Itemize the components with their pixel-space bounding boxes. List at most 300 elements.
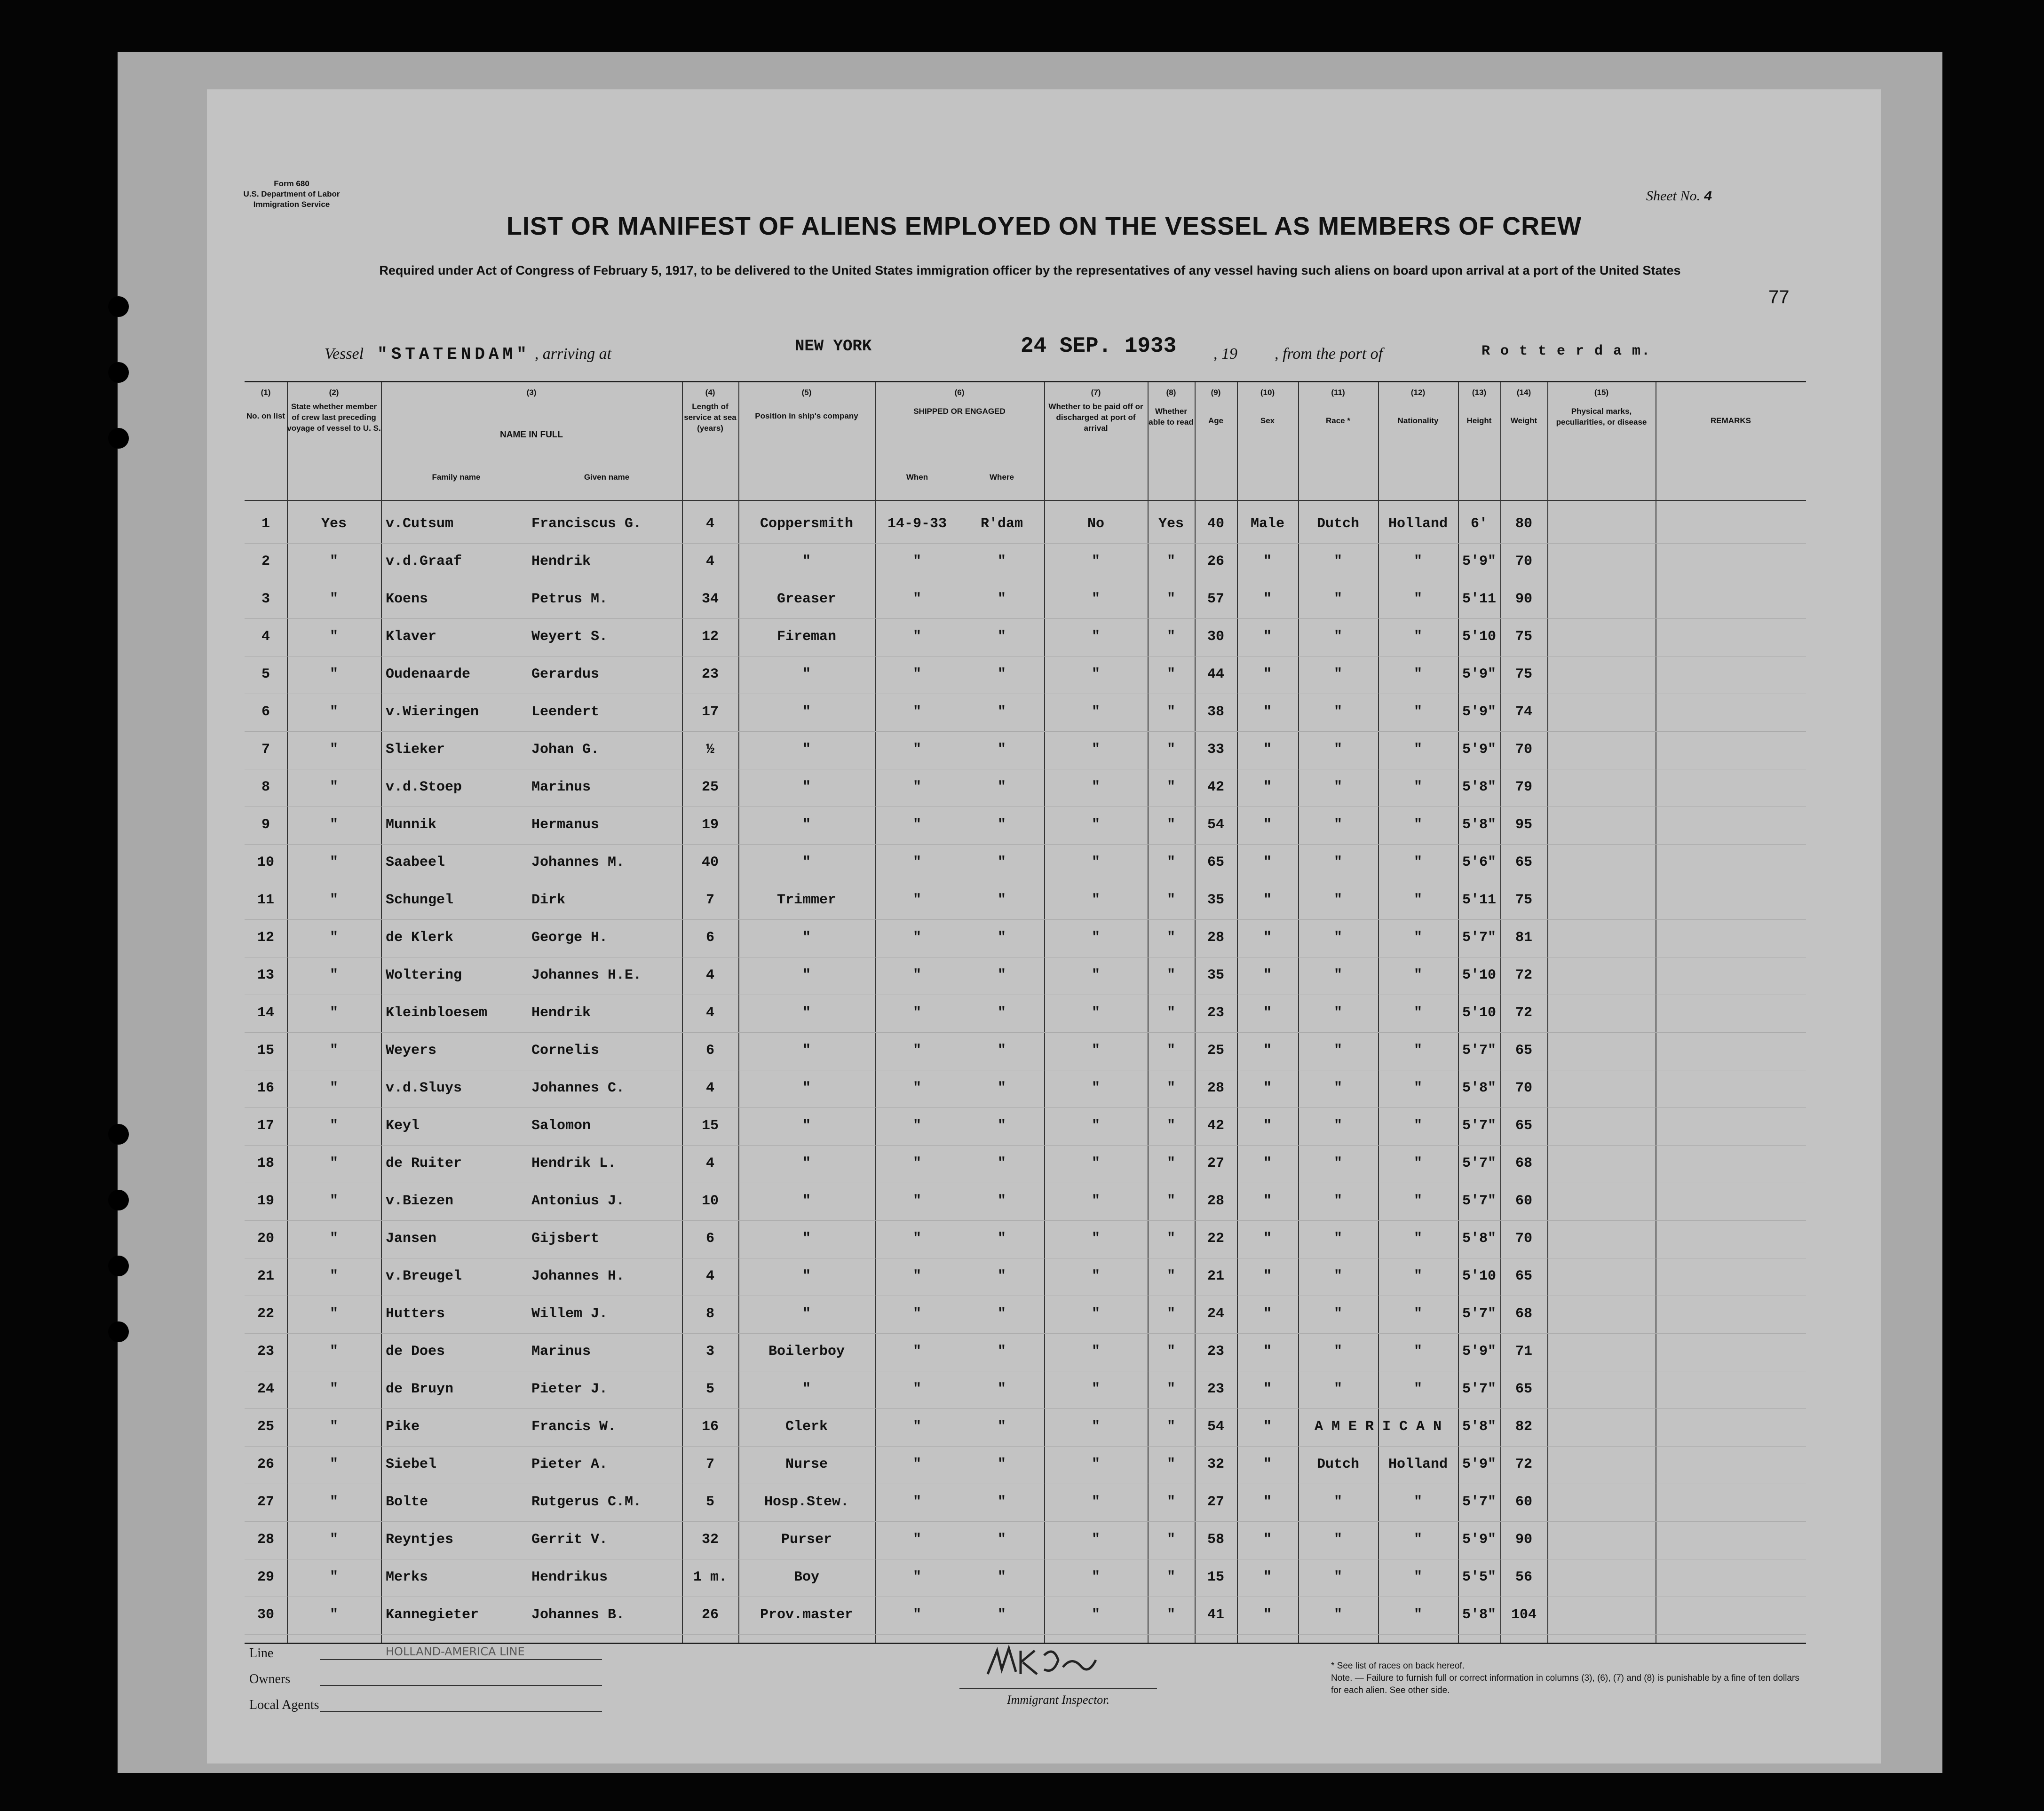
- outer-paper: [118, 52, 1942, 1773]
- cell-length: 12: [701, 629, 719, 645]
- cell-height: 5'8": [1462, 1607, 1496, 1623]
- cell-given: Hendrik L.: [531, 1155, 617, 1171]
- cell-when: ": [912, 591, 921, 607]
- col-state: State whether member of crew last preceding voyage of vessel to U. S.: [287, 402, 381, 433]
- cell-no: 17: [257, 1118, 274, 1134]
- cell-given: Salomon: [531, 1118, 591, 1134]
- cell-given: Antonius J.: [531, 1193, 625, 1209]
- crew-row: [245, 956, 1806, 995]
- cell-where: ": [997, 1268, 1006, 1284]
- cell-age: 27: [1207, 1155, 1224, 1171]
- cell-sex: ": [1263, 1306, 1272, 1322]
- cell-position: Purser: [781, 1532, 832, 1548]
- cell-length: 4: [705, 1080, 714, 1096]
- cell-given: Marinus: [531, 779, 591, 795]
- cell-given: Pieter A.: [531, 1456, 608, 1472]
- cell-nationality: ": [1413, 1268, 1422, 1284]
- cell-weight: 65: [1515, 1268, 1532, 1284]
- cell-read: ": [1166, 666, 1175, 682]
- cell-sex: ": [1263, 1231, 1272, 1247]
- col-height: Height: [1466, 416, 1492, 425]
- col-marks: Physical marks, peculiarities, or disease: [1556, 407, 1647, 427]
- cell-when: ": [912, 967, 921, 983]
- cell-nationality: Holland: [1388, 1456, 1448, 1472]
- cell-no: 23: [257, 1344, 274, 1360]
- cell-length: 1 m.: [693, 1569, 727, 1585]
- cell-where: ": [997, 930, 1006, 946]
- cell-length: 7: [705, 892, 714, 908]
- cell-height: 5'6": [1462, 854, 1496, 870]
- cell-height: 5'9": [1462, 554, 1496, 569]
- cell-no: 7: [261, 742, 270, 758]
- cell-age: 21: [1207, 1268, 1224, 1284]
- cell-no: 15: [257, 1043, 274, 1059]
- cell-when: ": [912, 892, 921, 908]
- cell-length: 8: [705, 1306, 714, 1322]
- cell-weight: 68: [1515, 1306, 1532, 1322]
- cell-weight: 80: [1515, 516, 1532, 532]
- col-nationality: Nationality: [1397, 416, 1439, 425]
- cell-race: ": [1333, 1607, 1342, 1623]
- crew-row: [245, 1144, 1806, 1183]
- cell-race: ": [1333, 1193, 1342, 1209]
- cell-length: 23: [701, 666, 719, 682]
- cell-race: Dutch: [1316, 516, 1359, 532]
- cell-paid: ": [1091, 742, 1100, 758]
- cell-family: v.Biezen: [386, 1193, 454, 1209]
- cell-state: ": [329, 1231, 338, 1247]
- cell-when: ": [912, 1419, 921, 1435]
- cell-position: ": [802, 1381, 811, 1397]
- cell-family: Koens: [386, 591, 428, 607]
- cell-nationality: ": [1413, 779, 1422, 795]
- cell-position: ": [802, 967, 811, 983]
- cell-height: 5'9": [1462, 704, 1496, 720]
- col-remarks: REMARKS: [1711, 416, 1751, 425]
- cell-weight: 72: [1515, 1005, 1532, 1021]
- cell-height: 5'7": [1462, 930, 1496, 946]
- cell-when: ": [912, 930, 921, 946]
- cell-nationality: ": [1413, 704, 1422, 720]
- cell-race: ": [1333, 742, 1342, 758]
- cell-race: ": [1333, 1043, 1342, 1059]
- cell-family: Weyers: [386, 1043, 437, 1059]
- cell-nationality: ": [1413, 1344, 1422, 1360]
- cell-given: Gerardus: [531, 666, 600, 682]
- cell-height: 5'7": [1462, 1381, 1496, 1397]
- cell-nationality: ": [1413, 554, 1422, 569]
- cell-length: 32: [701, 1532, 719, 1548]
- cell-height: 5'5": [1462, 1569, 1496, 1585]
- cell-family: Saabeel: [386, 854, 445, 870]
- cell-nationality: ": [1413, 591, 1422, 607]
- cell-position: ": [802, 1080, 811, 1096]
- cell-race: ": [1333, 892, 1342, 908]
- cell-sex: ": [1263, 1118, 1272, 1134]
- crew-row: [245, 1257, 1806, 1296]
- cell-read: ": [1166, 1419, 1175, 1435]
- cell-position: Hosp.Stew.: [764, 1494, 849, 1510]
- cell-paid: ": [1091, 666, 1100, 682]
- crew-row: [245, 655, 1806, 694]
- cell-given: Hendrikus: [531, 1569, 608, 1585]
- cell-length: 19: [701, 817, 719, 833]
- cell-race: ": [1333, 1005, 1342, 1021]
- cell-nationality: ": [1413, 1080, 1422, 1096]
- cell-weight: 71: [1515, 1344, 1532, 1360]
- crew-row: [245, 1520, 1806, 1559]
- cell-weight: 60: [1515, 1193, 1532, 1209]
- cell-paid: ": [1091, 1381, 1100, 1397]
- cell-sex: ": [1263, 742, 1272, 758]
- cell-weight: 82: [1515, 1419, 1532, 1435]
- cell-height: 5'9": [1462, 1344, 1496, 1360]
- cell-family: Klaver: [386, 629, 437, 645]
- punch-hole: [108, 1190, 129, 1210]
- cell-position: ": [802, 742, 811, 758]
- cell-sex: ": [1263, 1005, 1272, 1021]
- cell-given: Johannes M.: [531, 854, 625, 870]
- cell-race: ": [1333, 1268, 1342, 1284]
- cell-paid: ": [1091, 779, 1100, 795]
- cell-sex: ": [1263, 1607, 1272, 1623]
- year-label: [1213, 343, 1237, 363]
- cell-sex: ": [1263, 1381, 1272, 1397]
- col-num: (4): [705, 388, 715, 397]
- cell-given: Willem J.: [531, 1306, 608, 1322]
- cell-race: ": [1333, 1155, 1342, 1171]
- crew-row: [245, 1107, 1806, 1146]
- cell-length: 5: [705, 1381, 714, 1397]
- cell-race: A M E R I C A N: [1314, 1419, 1442, 1435]
- col-num: (15): [1594, 388, 1609, 397]
- cell-height: 5'8": [1462, 1080, 1496, 1096]
- departure-port: R o t t e r d a m.: [1482, 343, 1651, 359]
- col-position: Position in ship's company: [755, 411, 858, 420]
- cell-state: ": [329, 1456, 338, 1472]
- punch-hole: [108, 362, 129, 383]
- cell-position: ": [802, 854, 811, 870]
- cell-given: Johannes H.: [531, 1268, 625, 1284]
- cell-age: 24: [1207, 1306, 1224, 1322]
- cell-state: ": [329, 1532, 338, 1548]
- cell-family: de Does: [386, 1344, 445, 1360]
- cell-length: 4: [705, 1005, 714, 1021]
- cell-paid: ": [1091, 854, 1100, 870]
- cell-length: 17: [701, 704, 719, 720]
- cell-race: ": [1333, 930, 1342, 946]
- cell-race: ": [1333, 554, 1342, 569]
- cell-nationality: ": [1413, 817, 1422, 833]
- cell-read: ": [1166, 930, 1175, 946]
- cell-paid: ": [1091, 930, 1100, 946]
- cell-position: ": [802, 1306, 811, 1322]
- cell-where: ": [997, 1306, 1006, 1322]
- cell-family: v.Wieringen: [386, 704, 479, 720]
- cell-race: ": [1333, 704, 1342, 720]
- cell-weight: 70: [1515, 554, 1532, 569]
- cell-age: 42: [1207, 779, 1224, 795]
- cell-weight: 72: [1515, 1456, 1532, 1472]
- cell-paid: ": [1091, 1118, 1100, 1134]
- cell-given: Dirk: [531, 892, 566, 908]
- cell-weight: 75: [1515, 629, 1532, 645]
- cell-where: ": [997, 1456, 1006, 1472]
- cell-weight: 65: [1515, 1381, 1532, 1397]
- cell-when: ": [912, 1306, 921, 1322]
- cell-state: ": [329, 591, 338, 607]
- crew-row: [245, 1295, 1806, 1334]
- from-text: , from the port of: [1275, 345, 1383, 363]
- cell-state: ": [329, 1155, 338, 1171]
- line-underline: [320, 1659, 602, 1660]
- agents-label: Local Agents: [249, 1698, 319, 1712]
- cell-race: ": [1333, 1344, 1342, 1360]
- punch-hole: [108, 1256, 129, 1276]
- cell-height: 5'7": [1462, 1494, 1496, 1510]
- cell-nationality: ": [1413, 1118, 1422, 1134]
- cell-race: ": [1333, 1306, 1342, 1322]
- punch-hole: [108, 1321, 129, 1342]
- cell-given: Hermanus: [531, 817, 600, 833]
- cell-sex: ": [1263, 892, 1272, 908]
- cell-nationality: ": [1413, 742, 1422, 758]
- form-number: Form 680: [274, 179, 309, 188]
- cell-nationality: ": [1413, 892, 1422, 908]
- cell-state: ": [329, 1268, 338, 1284]
- cell-given: Leendert: [531, 704, 600, 720]
- cell-read: Yes: [1158, 516, 1184, 532]
- cell-no: 2: [261, 554, 270, 569]
- cell-sex: ": [1263, 666, 1272, 682]
- cell-weight: 104: [1511, 1607, 1537, 1623]
- cell-when: ": [912, 1569, 921, 1585]
- cell-no: 10: [257, 854, 274, 870]
- col-given: Given name: [584, 473, 630, 482]
- cell-state: ": [329, 1043, 338, 1059]
- cell-paid: ": [1091, 704, 1100, 720]
- crew-row: [245, 881, 1806, 920]
- cell-race: ": [1333, 1532, 1342, 1548]
- cell-no: 16: [257, 1080, 274, 1096]
- col-num: (7): [1091, 388, 1101, 397]
- cell-read: ": [1166, 629, 1175, 645]
- cell-given: Weyert S.: [531, 629, 608, 645]
- crew-row: [245, 843, 1806, 882]
- cell-length: 7: [705, 1456, 714, 1472]
- cell-no: 1: [261, 516, 270, 532]
- cell-no: 28: [257, 1532, 274, 1548]
- cell-age: 40: [1207, 516, 1224, 532]
- cell-weight: 95: [1515, 817, 1532, 833]
- cell-family: Oudenaarde: [386, 666, 471, 682]
- cell-when: ": [912, 1532, 921, 1548]
- cell-when: ": [912, 742, 921, 758]
- sheet-label: Sheet No.: [1646, 188, 1700, 204]
- cell-nationality: ": [1413, 1193, 1422, 1209]
- cell-where: ": [997, 1155, 1006, 1171]
- cell-when: ": [912, 1043, 921, 1059]
- cell-length: 6: [705, 1231, 714, 1247]
- cell-weight: 65: [1515, 1118, 1532, 1134]
- crew-row: [245, 1445, 1806, 1484]
- cell-when: ": [912, 1118, 921, 1134]
- cell-where: ": [997, 1419, 1006, 1435]
- cell-state: ": [329, 1306, 338, 1322]
- cell-length: 6: [705, 1043, 714, 1059]
- cell-state: ": [329, 1569, 338, 1585]
- cell-read: ": [1166, 1268, 1175, 1284]
- cell-no: 3: [261, 591, 270, 607]
- cell-family: Keyl: [386, 1118, 420, 1134]
- cell-sex: ": [1263, 1494, 1272, 1510]
- cell-no: 26: [257, 1456, 274, 1472]
- cell-position: ": [802, 1268, 811, 1284]
- cell-position: Clerk: [785, 1419, 828, 1435]
- cell-state: ": [329, 1118, 338, 1134]
- cell-no: 18: [257, 1155, 274, 1171]
- cell-where: ": [997, 1193, 1006, 1209]
- cell-no: 6: [261, 704, 270, 720]
- cell-when: ": [912, 1456, 921, 1472]
- cell-state: ": [329, 779, 338, 795]
- cell-family: Reyntjes: [386, 1532, 454, 1548]
- col-length: Length of service at sea (years): [684, 402, 737, 433]
- cell-length: 4: [705, 967, 714, 983]
- cell-family: Pike: [386, 1419, 420, 1435]
- crew-row: [245, 1596, 1806, 1635]
- cell-height: 5'8": [1462, 779, 1496, 795]
- cell-state: ": [329, 892, 338, 908]
- cell-weight: 65: [1515, 1043, 1532, 1059]
- cell-nationality: ": [1413, 1155, 1422, 1171]
- sheet-number: [1646, 188, 1712, 205]
- cell-family: Hutters: [386, 1306, 445, 1322]
- crew-row: [245, 730, 1806, 769]
- cell-sex: ": [1263, 779, 1272, 795]
- cell-when: ": [912, 1080, 921, 1096]
- cell-age: 38: [1207, 704, 1224, 720]
- cell-race: ": [1333, 967, 1342, 983]
- cell-race: ": [1333, 779, 1342, 795]
- cell-read: ": [1166, 591, 1175, 607]
- cell-position: ": [802, 1155, 811, 1171]
- cell-family: Merks: [386, 1569, 428, 1585]
- col-weight: Weight: [1510, 416, 1537, 425]
- cell-position: ": [802, 1043, 811, 1059]
- line-value: HOLLAND-AMERICA LINE: [386, 1645, 525, 1658]
- cell-where: ": [997, 1532, 1006, 1548]
- cell-read: ": [1166, 1532, 1175, 1548]
- cell-paid: ": [1091, 1080, 1100, 1096]
- cell-height: 5'11: [1462, 892, 1496, 908]
- cell-state: ": [329, 930, 338, 946]
- crew-row: [245, 1332, 1806, 1371]
- cell-state: ": [329, 666, 338, 682]
- cell-where: ": [997, 742, 1006, 758]
- cell-weight: 72: [1515, 967, 1532, 983]
- cell-state: ": [329, 1607, 338, 1623]
- cell-position: ": [802, 704, 811, 720]
- cell-given: Rutgerus C.M.: [531, 1494, 642, 1510]
- col-num: (12): [1410, 388, 1426, 397]
- cell-no: 29: [257, 1569, 274, 1585]
- cell-length: 6: [705, 930, 714, 946]
- cell-where: ": [997, 1381, 1006, 1397]
- cell-given: Johan G.: [531, 742, 600, 758]
- cell-where: ": [997, 1344, 1006, 1360]
- cell-when: ": [912, 1005, 921, 1021]
- cell-read: ": [1166, 1005, 1175, 1021]
- cell-where: ": [997, 1005, 1006, 1021]
- cell-family: v.d.Sluys: [386, 1080, 462, 1096]
- cell-family: de Klerk: [386, 930, 454, 946]
- cell-height: 5'7": [1462, 1118, 1496, 1134]
- cell-weight: 75: [1515, 892, 1532, 908]
- cell-age: 26: [1207, 554, 1224, 569]
- cell-age: 23: [1207, 1381, 1224, 1397]
- cell-state: ": [329, 554, 338, 569]
- footer-note: [1331, 1660, 1801, 1697]
- department: U.S. Department of Labor: [243, 190, 340, 198]
- cell-paid: ": [1091, 967, 1100, 983]
- cell-paid: ": [1091, 1005, 1100, 1021]
- cell-where: ": [997, 892, 1006, 908]
- cell-where: ": [997, 1494, 1006, 1510]
- cell-height: 5'7": [1462, 1193, 1496, 1209]
- cell-age: 27: [1207, 1494, 1224, 1510]
- cell-no: 12: [257, 930, 274, 946]
- cell-sex: ": [1263, 1532, 1272, 1548]
- cell-paid: ": [1091, 1344, 1100, 1360]
- cell-weight: 74: [1515, 704, 1532, 720]
- cell-given: Hendrik: [531, 554, 591, 569]
- cell-where: ": [997, 704, 1006, 720]
- cell-race: ": [1333, 629, 1342, 645]
- cell-state: ": [329, 704, 338, 720]
- cell-given: Gerrit V.: [531, 1532, 608, 1548]
- cell-nationality: ": [1413, 1532, 1422, 1548]
- cell-race: ": [1333, 1231, 1342, 1247]
- cell-age: 23: [1207, 1005, 1224, 1021]
- cell-read: ": [1166, 1569, 1175, 1585]
- cell-no: 25: [257, 1419, 274, 1435]
- cell-position: Coppersmith: [760, 516, 854, 532]
- cell-state: ": [329, 854, 338, 870]
- cell-position: ": [802, 554, 811, 569]
- crew-row: [245, 542, 1806, 581]
- cell-paid: ": [1091, 817, 1100, 833]
- cell-position: ": [802, 1118, 811, 1134]
- cell-age: 42: [1207, 1118, 1224, 1134]
- cell-where: ": [997, 967, 1006, 983]
- cell-read: ": [1166, 967, 1175, 983]
- cell-weight: 60: [1515, 1494, 1532, 1510]
- cell-height: 5'8": [1462, 817, 1496, 833]
- manifest-sheet: [207, 89, 1881, 1764]
- cell-position: ": [802, 1193, 811, 1209]
- cell-when: ": [912, 1231, 921, 1247]
- cell-paid: ": [1091, 892, 1100, 908]
- cell-where: ": [997, 779, 1006, 795]
- cell-height: 5'7": [1462, 1043, 1496, 1059]
- cell-weight: 75: [1515, 666, 1532, 682]
- cell-family: Siebel: [386, 1456, 437, 1472]
- cell-state: ": [329, 1193, 338, 1209]
- vessel-name: "STATENDAM": [377, 345, 531, 364]
- col-race: Race *: [1326, 416, 1350, 425]
- cell-when: ": [912, 554, 921, 569]
